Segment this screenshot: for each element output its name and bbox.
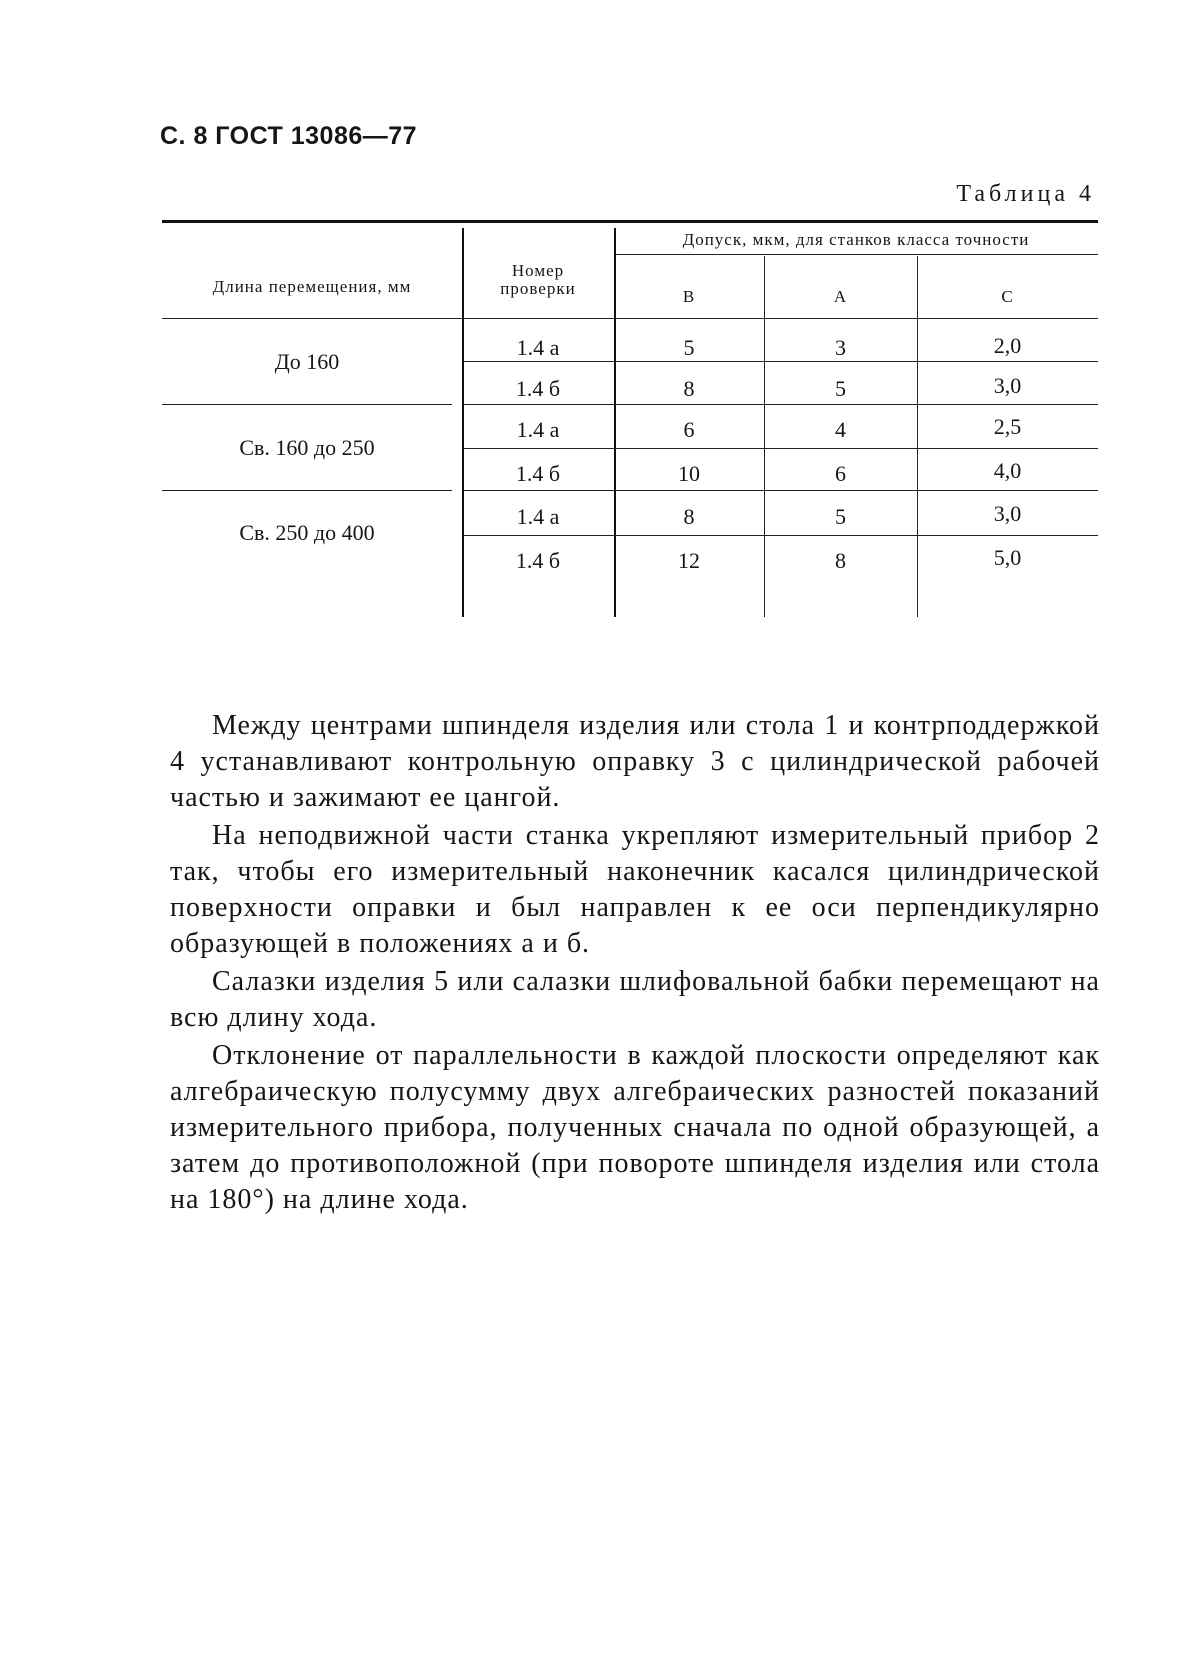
check-number: 1.4 б: [515, 461, 561, 486]
value-c: 3,0: [993, 501, 1022, 526]
value-a: 5: [835, 376, 846, 401]
paragraph: Отклонение от параллельности в каждой плоскости определяют как алгебраическую полусумму двух алгебраических разностей показаний измерительного прибора, полученных сначала по одной образующей, а затем до противоположной (при повороте шпинделя изделия или стола на 180°) на длине хода.: [170, 1040, 1100, 1215]
row-rule: [462, 361, 1098, 362]
header-class-v: В: [682, 287, 696, 306]
group-length: Св. 250 до 400: [239, 520, 375, 545]
header-check-number: [462, 262, 614, 298]
group-length: Св. 160 до 250: [239, 435, 375, 460]
value-c: 5,0: [993, 545, 1022, 570]
value-c: 4,0: [993, 458, 1022, 483]
check-number: 1.4 б: [515, 548, 561, 573]
check-number: 1.4 б: [515, 376, 561, 401]
value-a: 4: [835, 417, 846, 442]
row-rule: [462, 535, 1098, 536]
value-c: 2,5: [993, 414, 1022, 439]
value-c: 2,0: [993, 333, 1022, 358]
value-c: 3,0: [993, 373, 1022, 398]
header-tolerance: Допуск, мкм, для станков класса точности: [682, 230, 1030, 249]
page-header: С. 8 ГОСТ 13086—77: [160, 122, 418, 150]
header-class-a: А: [833, 287, 848, 306]
row-rule: [462, 404, 1098, 405]
header-bottom-rule: [162, 318, 1098, 319]
value-v: 6: [683, 417, 695, 442]
paragraph: Между центрами шпинделя изделия или стола 1 и контрподдержкой 4 устанавливают контрольную оправку 3 с цилиндрической рабочей частью и зажимают ее цангой.: [170, 710, 1100, 813]
value-a: 8: [835, 548, 846, 573]
check-number: 1.4 а: [516, 504, 560, 529]
check-number: 1.4 а: [516, 417, 560, 442]
value-v: 12: [678, 548, 700, 573]
header-class-c: С: [1001, 287, 1014, 306]
value-v: 8: [683, 504, 695, 529]
tolerance-table: [162, 220, 1098, 620]
header-length: Длина перемещения, мм: [212, 277, 412, 296]
table-top-rule: [162, 220, 1098, 223]
check-number: 1.4 а: [516, 335, 560, 360]
value-v: 10: [678, 461, 700, 486]
header-sub-rule: [614, 254, 1098, 255]
value-a: 3: [835, 335, 846, 360]
paragraph: Салазки изделия 5 или салазки шлифовальной бабки перемещают на всю длину хода.: [170, 966, 1100, 1033]
value-v: 5: [683, 335, 695, 360]
body-text: [170, 708, 1100, 1218]
value-a: 5: [835, 504, 846, 529]
value-v: 8: [683, 376, 695, 401]
row-rule: [462, 448, 1098, 449]
header-check-line2: проверки: [500, 278, 576, 298]
group-length: До 160: [274, 349, 340, 374]
group-rule: [162, 404, 452, 405]
header-check-line1: Номер: [511, 261, 565, 280]
row-rule: [462, 490, 1098, 491]
table-caption: Таблица 4: [956, 181, 1095, 207]
value-a: 6: [835, 461, 846, 486]
paragraph: На неподвижной части станка укрепляют измерительный прибор 2 так, чтобы его измерительный наконечник касался цилиндрической поверхности оправки и был направлен к ее оси перпендикулярно образующей в положениях а и б.: [170, 820, 1100, 959]
group-rule: [162, 490, 452, 491]
